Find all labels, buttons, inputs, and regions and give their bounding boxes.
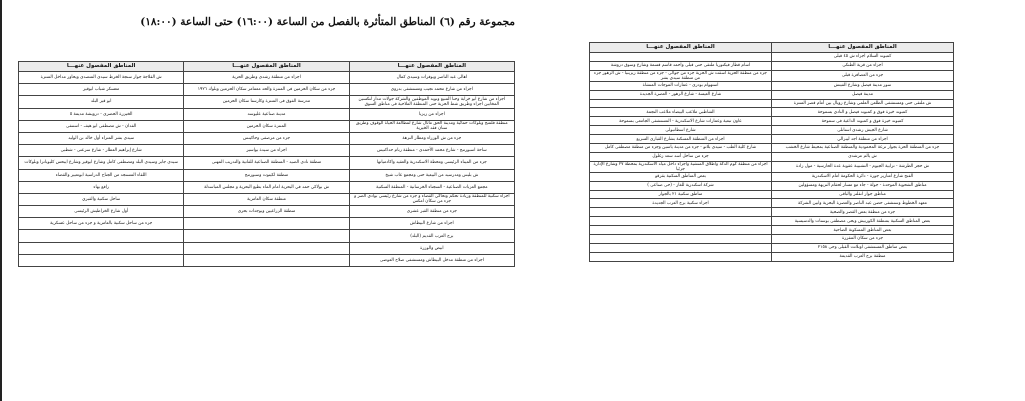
table-cell: اجزاء من منطقة مدخل البيطاش ومستشفى صلاح العوضى: [349, 254, 514, 266]
table-cell: الفدان - ش مصطفى ابو هيف - استنفى: [19, 120, 184, 132]
table-cell: شارع العيسة - شارع الزهور - العصرة الجديدة: [590, 90, 772, 99]
table-cell: [184, 218, 349, 230]
table-row: [590, 217, 954, 226]
table-row: [590, 135, 954, 144]
table-row: [590, 126, 954, 135]
table-cell: جزء من سكان الحرمين فى المنتزة والحد معمامر سكان الحرمين وبلوك ١٩٢٦: [184, 84, 349, 96]
left-schedule-table: [18, 61, 515, 267]
table-cell: اسام قطار فيكتوريا ملتقى حتى قبلى واحمد قاسم قسمة وشارع وسوق دروشة: [590, 61, 772, 70]
table-cell: شارع كلية الطب - سيدى بلاتو - جزء من مدينة ياسين وجزء من منطقة مصطفى كامل: [590, 144, 772, 153]
table-cell: ش القلاجة جوار سنجة الخرط سيدى المتصدى ويحاور مداخل المنتزة: [19, 72, 184, 84]
table-cell: المنتزة سكان الحرمين: [184, 120, 349, 132]
table-cell: سور مدينة فيصل وشارع الفيتش: [772, 81, 954, 90]
table-cell: [590, 217, 772, 226]
table-row: [590, 99, 954, 108]
table-cell: اللقاء المسنجد من الجناح الدراسية ابوتعبير والقضاء: [19, 169, 184, 181]
table-cell: مدينة صناعية عليوسه: [184, 108, 349, 120]
table-cell: اجزاء من شارع ابو خرابة وحنا المنيع ونويه الموظفين والشركة جولات مدار لتكسين المخابين اجزاء وطريق شط الحرية حتى المنطقة الملاحية فى مناطق السوق: [349, 96, 514, 108]
table-cell: مدينة فيصل: [772, 90, 954, 99]
table-row: [590, 144, 954, 153]
table-row: [19, 254, 515, 266]
table-cell: جزء من ش الوزراء ومطار النزهة: [349, 132, 514, 144]
table-cell: [590, 53, 772, 62]
table-row: [19, 181, 515, 193]
table-cell: اهالى عبد الناصر ويوفرات وسيدى كمال: [349, 72, 514, 84]
table-row: [19, 84, 515, 96]
column-header: المناطق المفصول عنهـــا: [590, 43, 772, 53]
table-cell: استهوام بودرى - عمارات الموجات المنشاة: [590, 81, 772, 90]
table-row: [590, 226, 954, 235]
table-cell: ش بليس ومدرسيد من البيعية حتى ومجمع عاب شيخ: [349, 169, 514, 181]
column-header: المناطق المفصول عنهـــا: [19, 62, 184, 72]
table-row: [19, 230, 515, 242]
table-row: [19, 72, 515, 84]
table-cell: شارع الجيش رشدى استانلى: [772, 126, 954, 135]
table-cell: منطقة برج العرب القديمة: [772, 252, 954, 261]
table-cell: شارع اسطانبولى: [590, 126, 772, 135]
table-row: [590, 61, 954, 70]
table-cell: مجمع العزبات الصناعية - السجناء الخرسانية - المنطقة السكنية: [349, 181, 514, 193]
table-row: [590, 90, 954, 99]
table-cell: اجزاء من زيزيا: [349, 108, 514, 120]
table-cell: جزء من المنطقة الحرة بجوار ترعة المحمودية والمنطقة الصناعية بمحيط شارع الخشب: [772, 144, 954, 153]
table-cell: الفتح شارع امتازير جورة - دائرة الحكومة امام الاسكندرية: [772, 172, 954, 181]
page-left-border: [0, 0, 2, 401]
table-cell: ش يالم مرشدى: [772, 152, 954, 161]
table-cell: [590, 208, 772, 217]
table-cell: اجزاء سكنية برج العرب الجديدة: [590, 199, 772, 208]
table-cell: ش بولاكي حمد في البحرية امام الماء بطبع البحرية و مجلس المباسدلة: [184, 181, 349, 193]
table-row: [19, 145, 515, 157]
table-cell: برج العرب القديم (البلد): [349, 230, 514, 242]
table-row: [590, 70, 954, 81]
table-header-row: [19, 62, 515, 72]
table-cell: ش ملتقى حتى ومستشفى الطلعن العلمي وشارع زويال بين أمام قصر المنتزة: [772, 99, 954, 108]
table-cell: بعض المناطق السكنية بقرقو: [590, 172, 772, 181]
table-cell: اجزاء سكنية للمنطقة وزيادة تحكم وتحاكي القضاء و جزء من شارع رئيسي بوادي الصر و جزء من سكان امكس: [349, 193, 514, 205]
table-row: [19, 108, 515, 120]
table-cell: [590, 252, 772, 261]
table-cell: ابيض والوزرة: [349, 242, 514, 254]
table-row: [590, 190, 954, 199]
table-cell: ساحل سكنية والقبري: [19, 193, 184, 205]
table-row: [19, 169, 515, 181]
table-cell: جزء من منطقة القبر عشرى: [349, 206, 514, 218]
table-cell: [19, 242, 184, 254]
table-cell: جزء من منطقة بعض القصر والصحية: [772, 208, 954, 217]
table-cell: جزء من ساحل أسد سعد زغلول: [590, 152, 772, 161]
table-cell: الشاطبي ملاعب البيضاء ملاعب النجمة: [590, 108, 772, 117]
table-cell: جزء من ساحل سكنية بالعامرية و جزء من ساحل عسكرية: [19, 218, 184, 230]
table-cell: مدرسة الفوق فى المنتزة وكارستا سكان الحرمين: [184, 96, 349, 108]
table-row: [19, 218, 515, 230]
table-row: [19, 96, 515, 108]
table-cell: بعض المناطق المسكونة الضاحية: [772, 226, 954, 235]
table-cell: جزء من سكان المقررة: [772, 235, 954, 244]
page-title: مجموعة رقم (٦) المناطق المتأثرة بالفصل من الساعة (١٦:٠٠) حتى الساعة (١٨:٠٠): [140, 16, 515, 28]
table-cell: منطقة لكيتوت وسبورتنج: [184, 169, 349, 181]
table-cell: جزء من الميناء الرئيسى ومحطة الاسكندرية والعقيد واكادمياتها: [349, 157, 514, 169]
table-cell: منطقة فلمنج وبلوكات حمائية ومدينة الحق ماثال شارع لمطالعة الحياة الوقوف وطريق سنان فقد الخيرية: [349, 120, 514, 132]
table-cell: أول شارع الخراطيش الرئيسى: [19, 206, 184, 218]
table-cell: عاون تبعية وعمارات شارع الاسكندرية - المستشفى الجامعى بسموحة: [590, 117, 772, 126]
table-row: [19, 157, 515, 169]
table-row: [19, 132, 515, 144]
table-cell: [590, 235, 772, 244]
table-cell: اجزاء من منطقة رشدى وطريق الحرية: [184, 72, 349, 84]
table-cell: منطقة نادى الصيد - المنطقة الصناعية للفاتية والتدريب المهنى: [184, 157, 349, 169]
table-cell: [184, 230, 349, 242]
table-cell: شركة اسكندرية للغاز - (حى صناعى ): [590, 181, 772, 190]
table-cell: اجزاء من منطقة كوم الدكة واطلاق المنشية واجزاء داخل مياه الاسكندرية بمحطة ٢٧ وشارع الإدارة جزئيا: [590, 161, 772, 172]
table-cell: شارع إبراهيم العطار - شارع سرعتى - شطبى: [19, 145, 184, 157]
table-cell: معسكر شباب ابوقير: [19, 84, 184, 96]
table-cell: مناطق سكنية ٢١ بالجوار: [590, 190, 772, 199]
table-cell: جزء من منطقة الحرية اسقت ش الحرية جزء من جوالى - جزء من منطقة زيزينيا - ش الزهور جزء من منطقة سيدي بشر: [590, 70, 772, 81]
table-cell: اجزاء من قرية الطنكى: [772, 61, 954, 70]
table-row: [590, 53, 954, 62]
table-cell: ابو قير البلد: [19, 96, 184, 108]
table-row: [590, 208, 954, 217]
table-cell: اجزاء من شارع البيطاش: [349, 218, 514, 230]
table-cell: جزء من مرصفى وحاكينس: [184, 132, 349, 144]
table-row: [590, 152, 954, 161]
table-cell: [19, 230, 184, 242]
table-cell: اجزاء من منطقة اجد ليبرالي: [772, 135, 954, 144]
table-row: [590, 252, 954, 261]
table-row: [590, 172, 954, 181]
table-cell: كمبوند السلام اجزاء ش ٤٥ قبلى: [772, 53, 954, 62]
table-cell: معهد الخطوط وستشفى حضن عبد الناصر والعصرة البحرية وابين الشركة: [772, 199, 954, 208]
table-row: [19, 193, 515, 205]
table-row: [590, 235, 954, 244]
table-cell: اجزاء من المنطقة المسكنة بشارع القبارى السريع: [590, 135, 772, 144]
table-cell: بعض مناطق المستشفى اونلانت القبلى وحى ٢١٥٨: [772, 243, 954, 252]
table-cell: منطقة سكان العامرية: [184, 193, 349, 205]
table-cell: سيدى جابر وسيدى البلد ومصطفى كامل وشارع ابوقير وشارع ايبحس كليوباترا وبلوكات: [19, 157, 184, 169]
table-cell: [590, 243, 772, 252]
table-cell: [590, 99, 772, 108]
table-row: [590, 161, 954, 172]
table-cell: كمبوند خيرة فوق و كمبوند الداعية فى سموحة: [772, 117, 954, 126]
table-row: [19, 242, 515, 254]
table-row: [590, 199, 954, 208]
table-row: [590, 108, 954, 117]
table-cell: مناطق الشحوية الموحدة - جولة - جاء مع مسار لحقام النزيهة ومسؤولين: [772, 181, 954, 190]
table-cell: بعض المناطق السكنية بمنطقة الكورنيش وبحى مصطفى بوستات والدسيسية: [772, 217, 954, 226]
table-row: [19, 120, 515, 132]
table-cell: كمبوند خيرة فوق و كمبوند فيصل و النادي بسموحة: [772, 108, 954, 117]
table-cell: [590, 226, 772, 235]
table-cell: ش حجر الطرشة - ترابية الجيوم - التشبيبة عقوبة عدة الحارسية - مول زادة: [772, 161, 954, 172]
table-cell: اجزاء من شارع محمد نجيب ومستشفى بدروى: [349, 84, 514, 96]
table-cell: سيدى بشر المتراء أول خالد بن الوليد: [19, 132, 184, 144]
table-row: [19, 206, 515, 218]
table-row: [590, 81, 954, 90]
table-cell: [184, 242, 349, 254]
table-cell: مناطق جوار انقلتر والباقى: [772, 190, 954, 199]
table-row: [590, 117, 954, 126]
table-cell: [19, 254, 184, 266]
table-row: [590, 243, 954, 252]
table-cell: منطقة الزراعيين ويوجدات بحرى: [184, 206, 349, 218]
table-cell: ساحة اسبورتنج - شارع محمد الأحمدى - منطقة زنام حداكنيس: [349, 145, 514, 157]
right-schedule-table: [589, 42, 954, 262]
table-cell: اجزاء من سيدة بواسير: [184, 145, 349, 157]
table-row: [590, 181, 954, 190]
column-header: المناطق المفصول عنهـــا: [772, 43, 954, 53]
table-cell: رافع بهاء: [19, 181, 184, 193]
table-cell: جزء من العصافرة قبلى: [772, 70, 954, 81]
table-cell: [184, 254, 349, 266]
column-header: المناطق المفصول عنهـــا: [184, 62, 349, 72]
table-header-row: [590, 43, 954, 53]
table-cell: الخيزرة الحضرى - درويشة مديمة ٥: [19, 108, 184, 120]
column-header: المناطق المفصول عنهـــا: [349, 62, 514, 72]
